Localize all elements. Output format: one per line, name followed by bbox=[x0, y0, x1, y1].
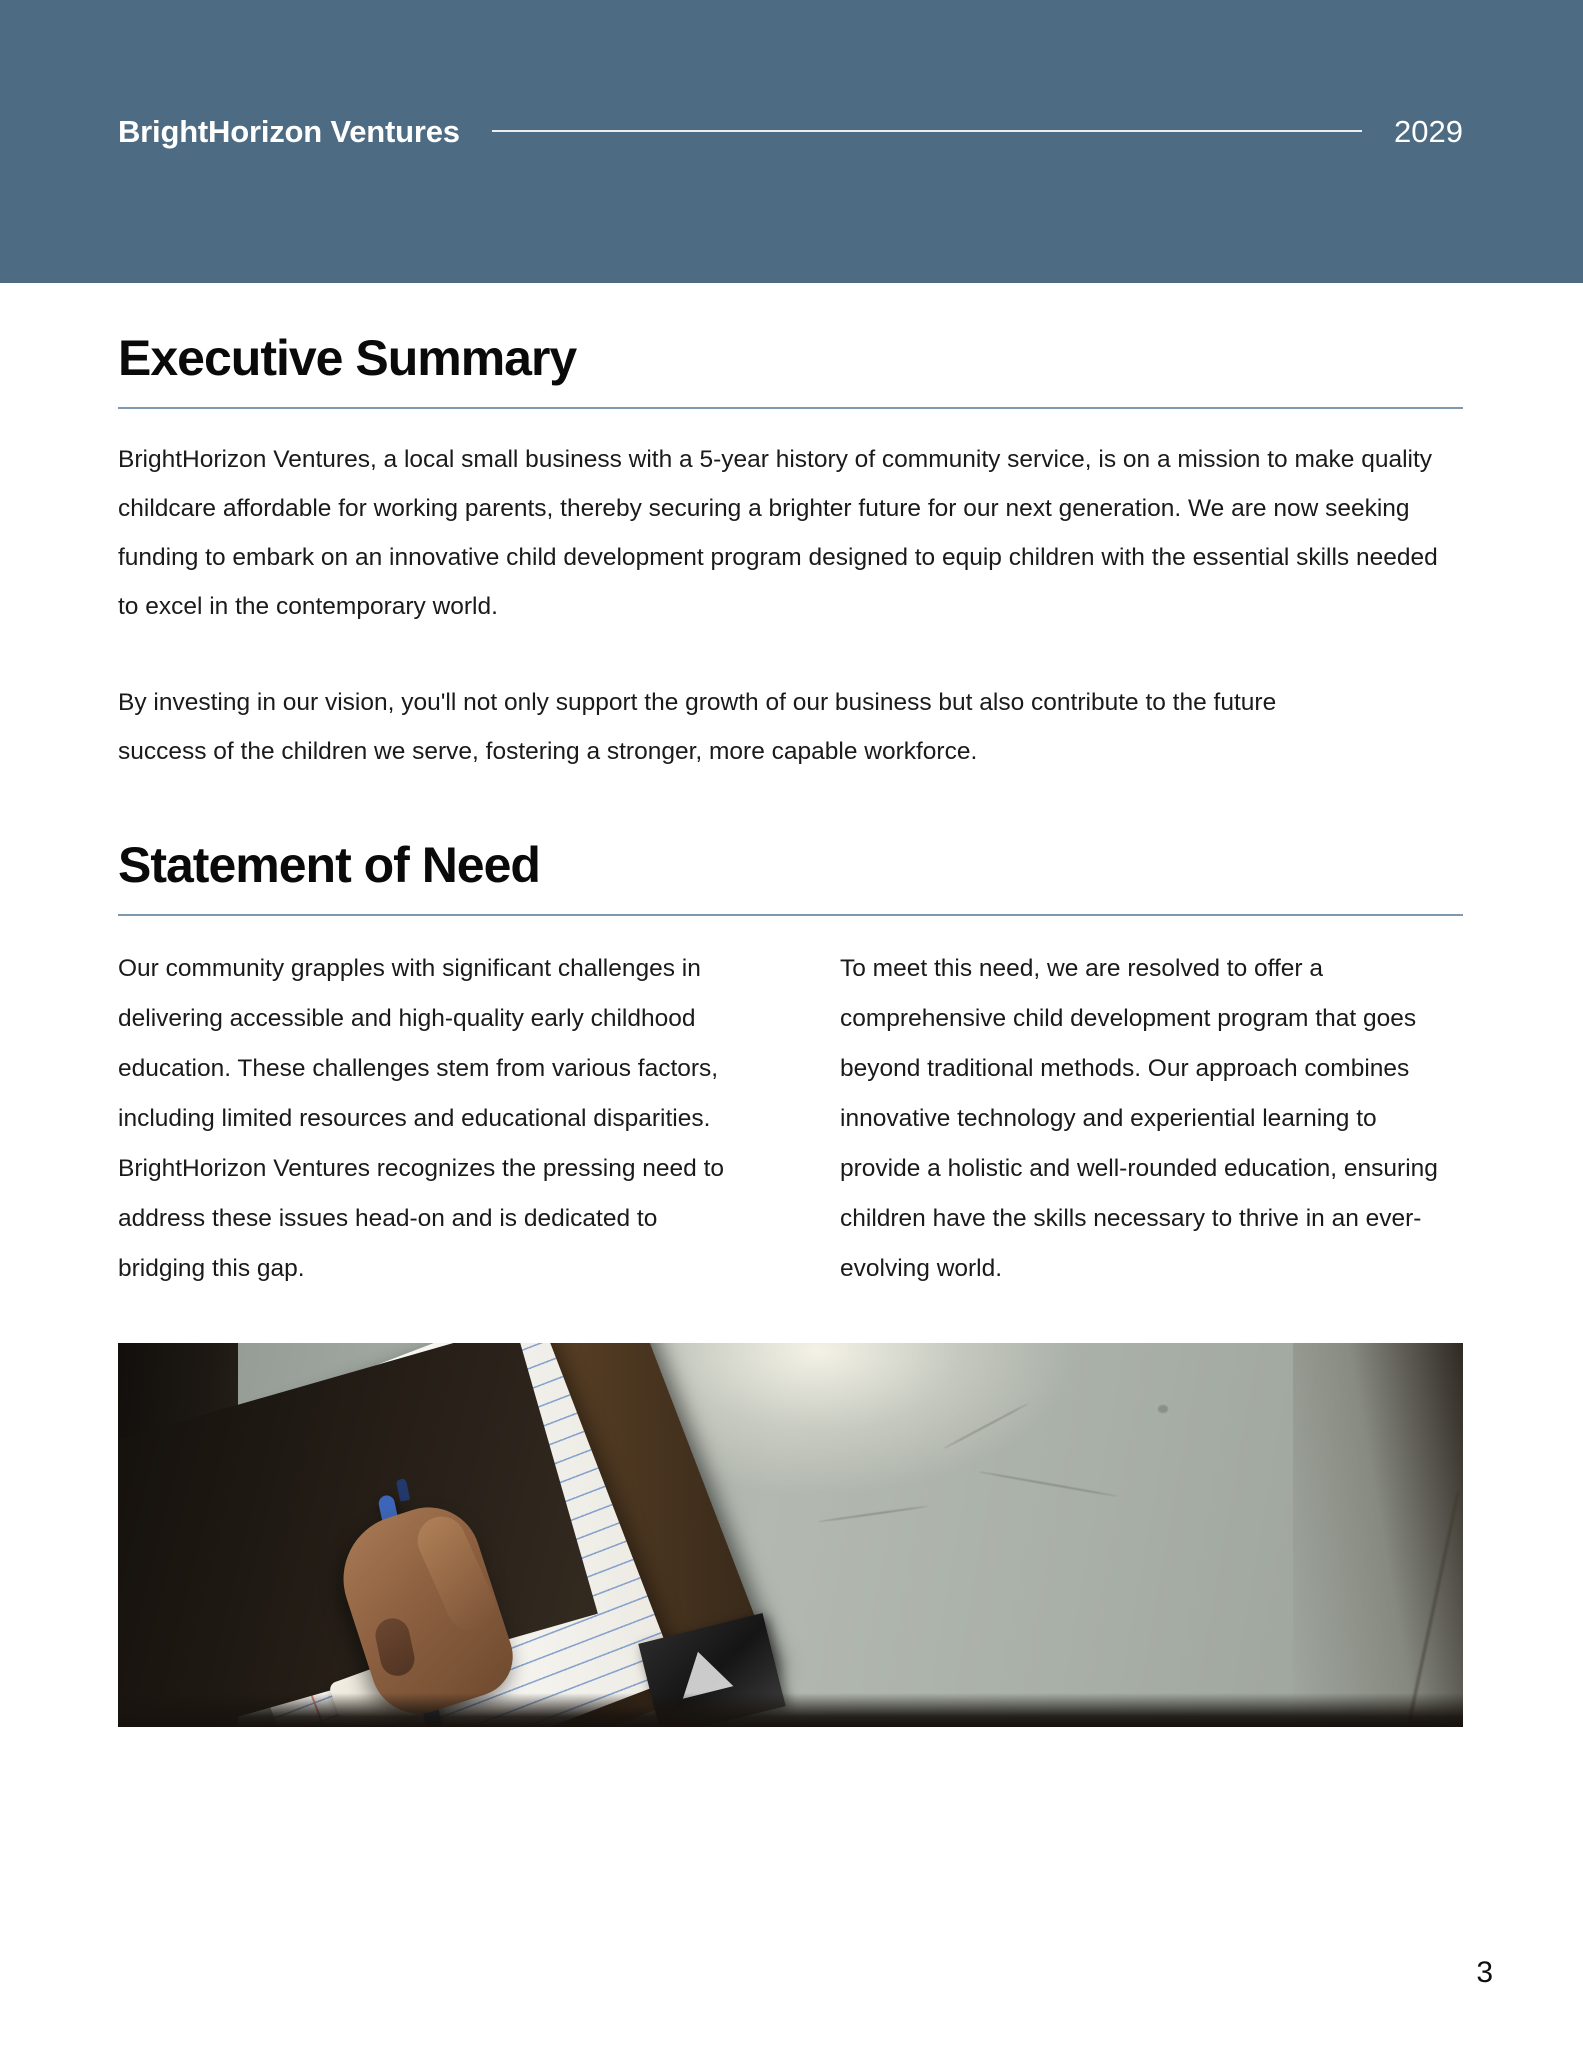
executive-summary-paragraph-1: BrightHorizon Ventures, a local small business with a 5-year history of community service, is on a mission to make quality childcare affordable for working parents, thereby securing a brighter future for our next generation. We are now seeking funding to embark on an innovative child development program designed to equip children with the essential skills needed to excel in the contemporary world. bbox=[118, 446, 1438, 620]
page-header bbox=[0, 0, 1583, 283]
statement-of-need-paragraph-left: Our community grapples with significant challenges in delivering accessible and high-quality early childhood education. These challenges stem from various factors, including limited resources and educational disparities. BrightHorizon Ventures recognizes the pressing need to address these issues head-on and is dedicated to bridging this gap. bbox=[118, 955, 725, 1282]
photo-hand-knuckle bbox=[372, 1615, 417, 1679]
photo-table-edge bbox=[1293, 1343, 1463, 1727]
page-content bbox=[118, 283, 1463, 1727]
content-photo bbox=[118, 1343, 1463, 1727]
executive-summary-paragraph-2: By investing in our vision, you'll not only support the growth of our business but also contribute to the future success of the children we serve, fostering a stronger, more capable workforce. bbox=[118, 689, 1277, 765]
statement-of-need-paragraph-right: To meet this need, we are resolved to offer a comprehensive child development program that goes beyond traditional methods. Our approach combines innovative technology and experiential learning to provide a holistic and well-rounded education, ensuring children have the skills necessary to thrive in an ever-evolving world. bbox=[840, 955, 1438, 1282]
column-right bbox=[840, 944, 1462, 1294]
header-content bbox=[118, 108, 1463, 154]
statement-of-need-heading: Statement of Need bbox=[118, 837, 540, 893]
section-executive-summary bbox=[118, 331, 1463, 776]
section-divider-rule bbox=[118, 914, 1463, 916]
header-year: 2029 bbox=[1394, 113, 1463, 149]
executive-summary-heading: Executive Summary bbox=[118, 330, 577, 386]
page-number: 3 bbox=[1476, 1956, 1493, 1989]
statement-of-need-heading-wrap bbox=[118, 838, 1463, 916]
statement-of-need-columns bbox=[118, 944, 1463, 1294]
column-left bbox=[118, 944, 740, 1294]
section-statement-of-need bbox=[118, 838, 1463, 1294]
executive-summary-heading-wrap bbox=[118, 331, 1463, 409]
header-divider-rule bbox=[492, 130, 1362, 132]
brand-name: BrightHorizon Ventures bbox=[118, 113, 460, 149]
photo-desk-mark bbox=[1158, 1405, 1168, 1413]
section-divider-rule bbox=[118, 407, 1463, 409]
photo-bottom-shadow bbox=[118, 1693, 1463, 1727]
